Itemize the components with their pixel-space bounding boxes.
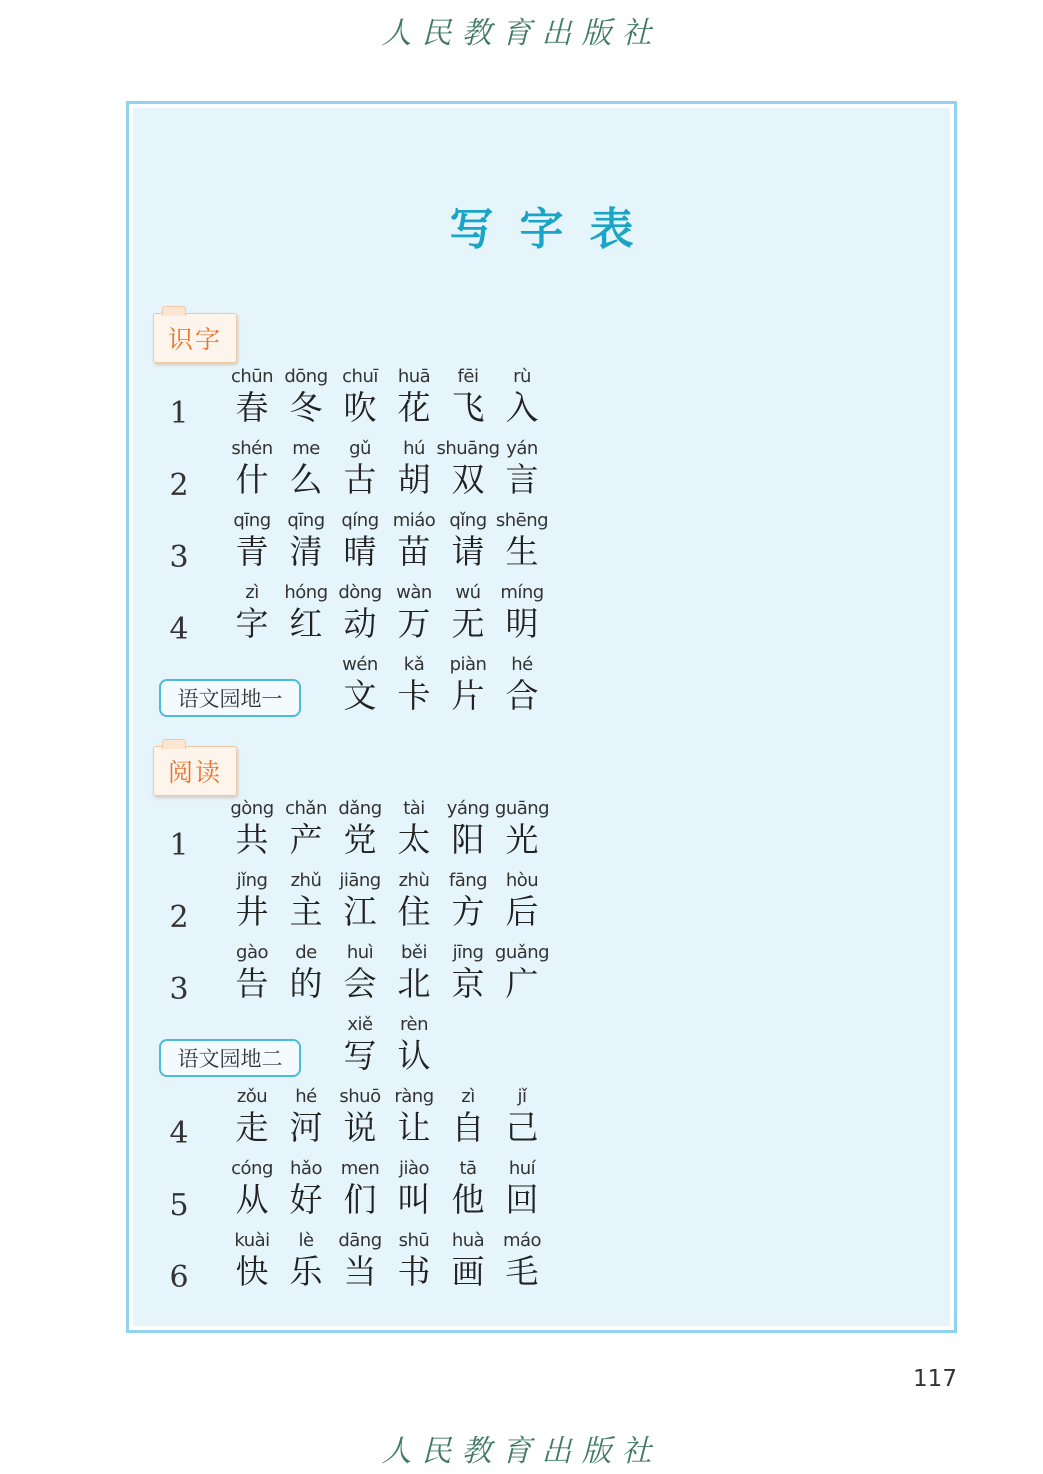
character-row: [133, 438, 950, 508]
pinyin: hú: [403, 438, 425, 459]
pinyin: běi: [400, 942, 427, 963]
pinyin: hé: [511, 654, 533, 675]
pinyin: wàn: [396, 582, 432, 603]
hanzi: 井: [235, 892, 269, 931]
character-cell: [495, 870, 549, 940]
pinyin: jiāng: [339, 870, 381, 891]
pinyin: qíng: [341, 510, 379, 531]
hanzi: 方: [451, 892, 485, 931]
pinyin: lè: [298, 1230, 314, 1251]
hanzi: 认: [397, 1036, 431, 1075]
hanzi: 走: [235, 1108, 269, 1147]
pinyin: dōng: [284, 366, 328, 387]
pinyin: zhù: [398, 870, 430, 891]
pinyin: gào: [236, 942, 268, 963]
hanzi: 双: [451, 460, 485, 499]
pinyin: chǎn: [285, 798, 327, 819]
character-cell: [495, 366, 549, 436]
character-row: [133, 1014, 950, 1084]
character-cell: [495, 942, 549, 1012]
character-row: [133, 1158, 950, 1228]
pinyin: dòng: [338, 582, 382, 603]
pinyin: zhǔ: [290, 870, 322, 891]
pinyin: qīng: [287, 510, 325, 531]
hanzi: 入: [505, 388, 539, 427]
pinyin: me: [292, 438, 320, 459]
word-table-panel: [133, 108, 950, 1326]
hanzi: 什: [235, 460, 269, 499]
character-row: [133, 798, 950, 868]
hanzi: 们: [343, 1180, 377, 1219]
hanzi: 红: [289, 604, 323, 643]
hanzi: 无: [451, 604, 485, 643]
pinyin: míng: [500, 582, 544, 603]
character-cell: [495, 1086, 549, 1156]
pinyin: huì: [346, 942, 374, 963]
pinyin: huā: [397, 366, 431, 387]
hanzi: 冬: [289, 388, 323, 427]
pinyin: wú: [455, 582, 481, 603]
pinyin: fāng: [448, 870, 488, 891]
character-row: [133, 366, 950, 436]
lesson-number: 5: [169, 1188, 189, 1223]
hanzi: 飞: [451, 388, 485, 427]
pinyin: shuō: [339, 1086, 381, 1107]
hanzi: 叫: [397, 1180, 431, 1219]
character-cell: [495, 438, 549, 508]
hanzi: 北: [397, 964, 431, 1003]
hanzi: 产: [289, 820, 323, 859]
pinyin: zǒu: [236, 1086, 268, 1107]
hanzi: 花: [397, 388, 431, 427]
publisher-watermark: 人民教育出版社: [381, 16, 662, 51]
hanzi: 青: [235, 532, 269, 571]
pinyin: shū: [398, 1230, 430, 1251]
pinyin: huà: [451, 1230, 485, 1251]
hanzi: 河: [289, 1108, 323, 1147]
character-row: [133, 1086, 950, 1156]
pinyin: guǎng: [494, 942, 550, 963]
hanzi: 乐: [289, 1252, 323, 1291]
pinyin: hé: [295, 1086, 317, 1107]
hanzi: 明: [505, 604, 539, 643]
pinyin: tā: [459, 1158, 477, 1179]
hanzi: 共: [235, 820, 269, 859]
hanzi: 告: [235, 964, 269, 1003]
lesson-number: 3: [169, 972, 189, 1007]
character-row: [133, 582, 950, 652]
hanzi: 己: [505, 1108, 539, 1147]
hanzi: 写: [343, 1036, 377, 1075]
pinyin: men: [340, 1158, 380, 1179]
hanzi: 言: [505, 460, 539, 499]
character-row: [133, 1230, 950, 1300]
hanzi: 自: [451, 1108, 485, 1147]
hanzi: 回: [505, 1180, 539, 1219]
lesson-number: 6: [169, 1260, 189, 1295]
hanzi: 书: [397, 1252, 431, 1291]
lesson-number: 2: [169, 468, 189, 503]
character-row: [133, 654, 950, 724]
hanzi: 好: [289, 1180, 323, 1219]
publisher-watermark-bottom: 人民教育出版社: [381, 1434, 662, 1469]
hanzi: 吹: [343, 388, 377, 427]
hanzi: 春: [235, 388, 269, 427]
pinyin: fēi: [457, 366, 479, 387]
character-cell: [387, 1014, 441, 1084]
hanzi: 快: [235, 1252, 269, 1291]
pinyin: qīng: [233, 510, 271, 531]
hanzi: 光: [505, 820, 539, 859]
hanzi: 动: [343, 604, 377, 643]
hanzi: 请: [451, 532, 485, 571]
hanzi: 文: [343, 676, 377, 715]
character-row: [133, 942, 950, 1012]
hanzi: 他: [451, 1180, 485, 1219]
pinyin: wén: [342, 654, 378, 675]
pinyin: xiě: [347, 1014, 373, 1035]
hanzi: 毛: [505, 1252, 539, 1291]
hanzi: 后: [505, 892, 539, 931]
pinyin: jǐng: [236, 870, 268, 891]
pinyin: jīng: [452, 942, 484, 963]
hanzi: 让: [397, 1108, 431, 1147]
pinyin: guāng: [494, 798, 550, 819]
pinyin: gǔ: [349, 438, 371, 459]
word-table-frame: [126, 101, 957, 1333]
character-cell: [495, 654, 549, 724]
hanzi: 画: [451, 1252, 485, 1291]
character-cell: [495, 1230, 549, 1300]
pinyin: hòu: [505, 870, 539, 891]
hanzi: 当: [343, 1252, 377, 1291]
hanzi: 广: [505, 964, 539, 1003]
hanzi: 的: [289, 964, 323, 1003]
lesson-number: 3: [169, 540, 189, 575]
pinyin: zì: [461, 1086, 475, 1107]
pinyin: chuī: [342, 366, 378, 387]
hanzi: 江: [343, 892, 377, 931]
pinyin: gòng: [230, 798, 274, 819]
pinyin: máo: [502, 1230, 542, 1251]
lesson-number: 4: [169, 612, 189, 647]
hanzi: 晴: [343, 532, 377, 571]
lesson-number: 2: [169, 900, 189, 935]
pinyin: cóng: [231, 1158, 273, 1179]
hanzi: 苗: [397, 532, 431, 571]
pinyin: huí: [508, 1158, 536, 1179]
hanzi: 会: [343, 964, 377, 1003]
hanzi: 京: [451, 964, 485, 1003]
character-row: [133, 870, 950, 940]
pinyin: shén: [231, 438, 273, 459]
pinyin: shuāng: [436, 438, 500, 459]
hanzi: 字: [235, 604, 269, 643]
hanzi: 卡: [397, 676, 431, 715]
pinyin: jiào: [398, 1158, 430, 1179]
hanzi: 万: [397, 604, 431, 643]
section-tag: 识字: [153, 313, 237, 363]
hanzi: 从: [235, 1180, 269, 1219]
pinyin: kǎ: [403, 654, 425, 675]
lesson-number: 4: [169, 1116, 189, 1151]
pinyin: shēng: [495, 510, 549, 531]
character-cell: [495, 798, 549, 868]
pinyin: piàn: [449, 654, 487, 675]
hanzi: 主: [289, 892, 323, 931]
pinyin: yáng: [446, 798, 490, 819]
hanzi: 阳: [451, 820, 485, 859]
hanzi: 说: [343, 1108, 377, 1147]
pinyin: ràng: [394, 1086, 434, 1107]
chinese-garden-tag: 语文园地二: [159, 1039, 301, 1077]
chinese-garden-tag: 语文园地一: [159, 679, 301, 717]
character-cell: [495, 510, 549, 580]
pinyin: yán: [506, 438, 538, 459]
pinyin: tài: [403, 798, 425, 819]
hanzi: 么: [289, 460, 323, 499]
pinyin: zì: [245, 582, 259, 603]
pinyin: chūn: [230, 366, 274, 387]
pinyin: dǎng: [338, 798, 382, 819]
page-number: 117: [913, 1366, 957, 1392]
hanzi: 古: [343, 460, 377, 499]
hanzi: 胡: [397, 460, 431, 499]
section-tag: 阅读: [153, 746, 237, 796]
character-cell: [495, 1158, 549, 1228]
hanzi: 清: [289, 532, 323, 571]
lesson-number: 1: [169, 828, 189, 863]
pinyin: hóng: [284, 582, 328, 603]
pinyin: de: [295, 942, 317, 963]
hanzi: 住: [397, 892, 431, 931]
pinyin: hǎo: [290, 1158, 322, 1179]
hanzi: 太: [397, 820, 431, 859]
pinyin: jǐ: [517, 1086, 527, 1107]
hanzi: 党: [343, 820, 377, 859]
pinyin: rù: [513, 366, 531, 387]
lesson-number: 1: [169, 396, 189, 431]
pinyin: kuài: [234, 1230, 270, 1251]
pinyin: dāng: [338, 1230, 382, 1251]
pinyin: qǐng: [449, 510, 487, 531]
hanzi: 生: [505, 532, 539, 571]
page-title: 写字表: [449, 204, 660, 255]
character-cell: [495, 582, 549, 652]
pinyin: miáo: [392, 510, 436, 531]
hanzi: 合: [505, 676, 539, 715]
pinyin: rèn: [400, 1014, 428, 1035]
hanzi: 片: [451, 676, 485, 715]
character-row: [133, 510, 950, 580]
